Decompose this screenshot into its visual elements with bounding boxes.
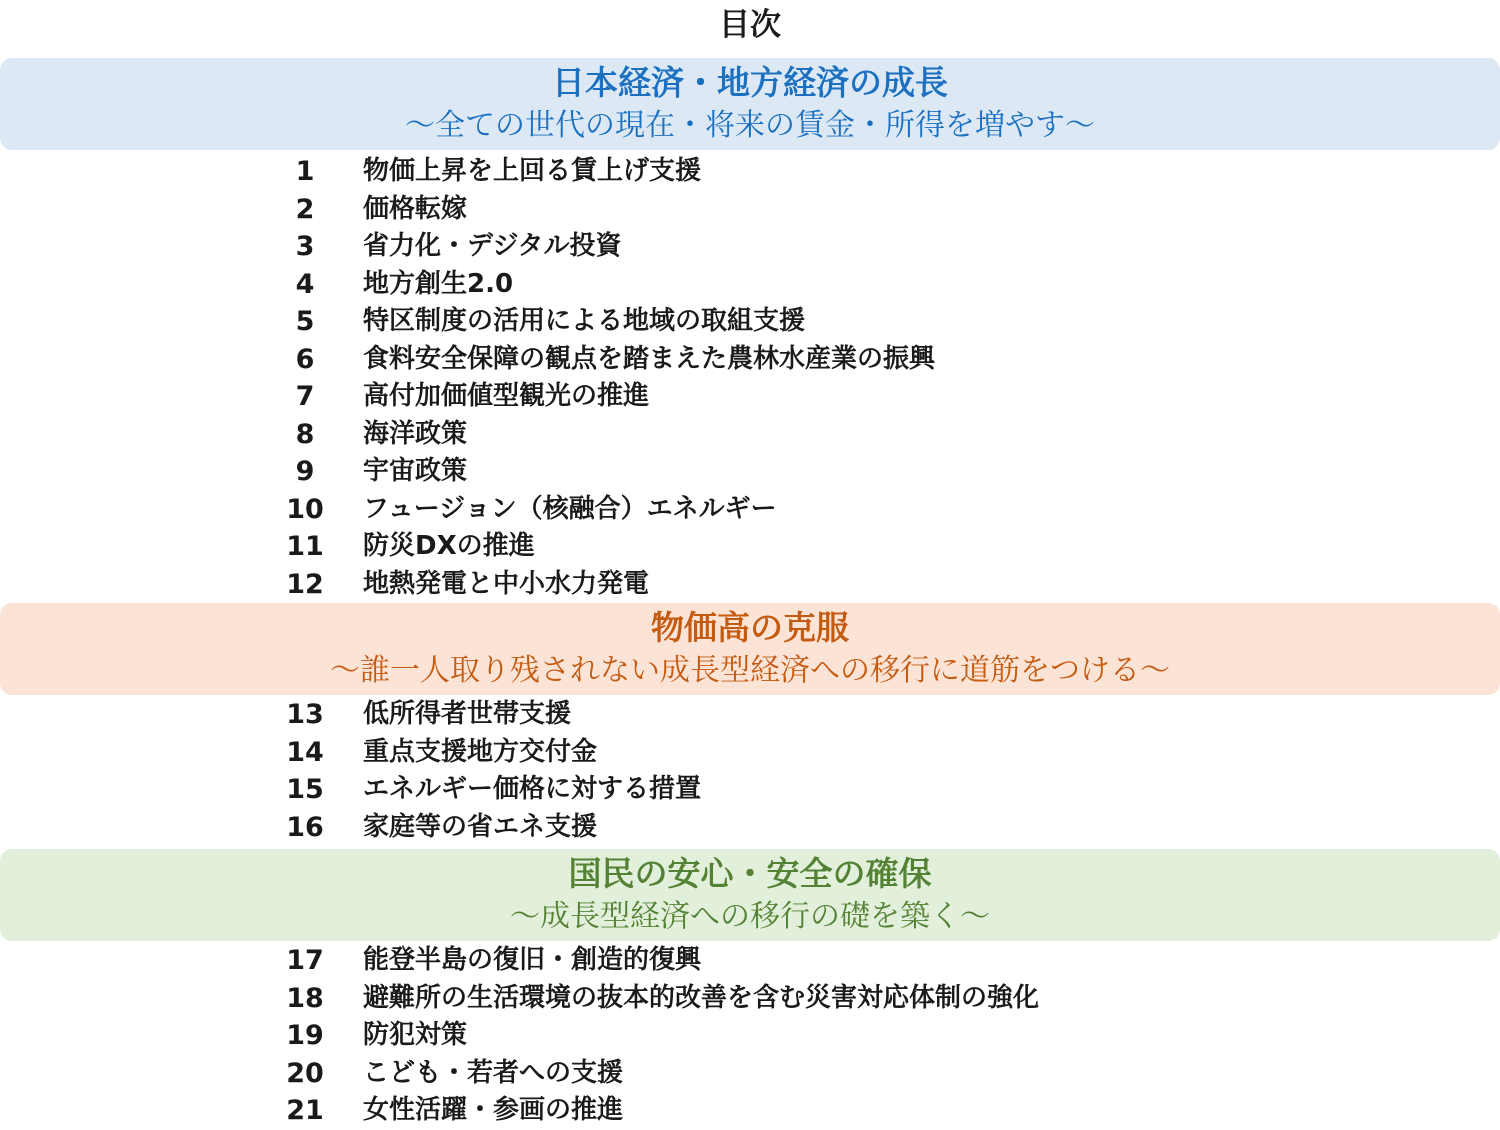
list-item — [0, 341, 1500, 379]
item-label: 能登半島の復旧・創造的復興 — [363, 945, 702, 975]
item-number: 7 — [295, 381, 315, 412]
list-item — [0, 734, 1500, 772]
section-banner-prices — [0, 603, 1500, 695]
list-item — [0, 266, 1500, 304]
list-item — [0, 378, 1500, 416]
item-number: 10 — [286, 493, 324, 525]
item-label: 防犯対策 — [363, 1020, 468, 1050]
item-label: エネルギー価格に対する措置 — [363, 774, 702, 804]
item-number: 3 — [295, 231, 315, 262]
page-title: 目次 — [719, 7, 781, 43]
list-item — [0, 228, 1500, 266]
list-item — [0, 696, 1500, 734]
list-item — [0, 980, 1500, 1018]
item-label: 特区制度の活用による地域の取組支援 — [363, 306, 806, 336]
item-number: 9 — [295, 456, 315, 487]
item-number: 15 — [286, 774, 324, 805]
section-banner-growth — [0, 58, 1500, 150]
item-number: 17 — [286, 945, 324, 976]
list-item — [0, 809, 1500, 847]
list-item — [0, 416, 1500, 454]
section-items-safety — [0, 942, 1500, 1130]
item-number: 2 — [295, 193, 315, 225]
section-items-prices — [0, 696, 1500, 846]
item-number: 8 — [295, 418, 315, 450]
item-label: 女性活躍・参画の推進 — [363, 1095, 624, 1125]
item-number: 1 — [295, 156, 315, 187]
list-item — [0, 1092, 1500, 1130]
list-item — [0, 491, 1500, 529]
list-item — [0, 1017, 1500, 1055]
item-label: 防災DXの推進 — [363, 531, 535, 561]
list-item — [0, 771, 1500, 809]
list-item — [0, 528, 1500, 566]
item-label: 高付加価値型観光の推進 — [363, 381, 650, 411]
section-banner-safety — [0, 849, 1500, 941]
item-number: 5 — [295, 306, 315, 337]
list-item — [0, 453, 1500, 491]
item-label: 物価上昇を上回る賃上げ支援 — [363, 156, 702, 186]
list-item — [0, 942, 1500, 980]
list-item — [0, 191, 1500, 229]
item-label: 海洋政策 — [363, 418, 468, 449]
item-number: 18 — [286, 982, 324, 1014]
item-label: 価格転嫁 — [363, 193, 468, 224]
list-item — [0, 1055, 1500, 1093]
item-number: 6 — [295, 343, 315, 375]
item-label: 宇宙政策 — [363, 456, 468, 486]
item-number: 12 — [286, 568, 324, 600]
section-subtitle: ～全ての世代の現在・将来の賃金・所得を増やす～ — [405, 108, 1095, 143]
item-number: 16 — [286, 811, 324, 843]
section-items-growth — [0, 153, 1500, 603]
section-title: 国民の安心・安全の確保 — [568, 854, 932, 893]
section-title: 物価高の克服 — [651, 608, 849, 647]
list-item — [0, 566, 1500, 604]
list-item — [0, 303, 1500, 341]
item-label: 重点支援地方交付金 — [363, 736, 598, 767]
item-label: 低所得者世帯支援 — [363, 699, 572, 729]
item-label: こども・若者への支援 — [363, 1057, 624, 1088]
item-number: 20 — [286, 1057, 324, 1089]
item-number: 4 — [295, 268, 315, 300]
item-number: 19 — [286, 1020, 324, 1051]
item-label: 地方創生2.0 — [363, 268, 514, 299]
item-number: 14 — [286, 736, 324, 768]
item-label: 避難所の生活環境の抜本的改善を含む災害対応体制の強化 — [363, 982, 1040, 1013]
item-label: 食料安全保障の観点を踏まえた農林水産業の振興 — [363, 343, 936, 374]
item-number: 11 — [286, 531, 324, 562]
item-number: 21 — [286, 1095, 324, 1126]
item-label: フュージョン（核融合）エネルギー — [363, 493, 777, 524]
section-title: 日本経済・地方経済の成長 — [552, 63, 948, 102]
section-subtitle: ～成長型経済への移行の礎を築く～ — [510, 899, 990, 934]
item-number: 13 — [286, 699, 324, 730]
item-label: 地熱発電と中小水力発電 — [363, 568, 650, 599]
item-label: 家庭等の省エネ支援 — [363, 811, 598, 842]
item-label: 省力化・デジタル投資 — [363, 231, 622, 261]
section-subtitle: ～誰一人取り残されない成長型経済への移行に道筋をつける～ — [330, 653, 1170, 688]
list-item — [0, 153, 1500, 191]
